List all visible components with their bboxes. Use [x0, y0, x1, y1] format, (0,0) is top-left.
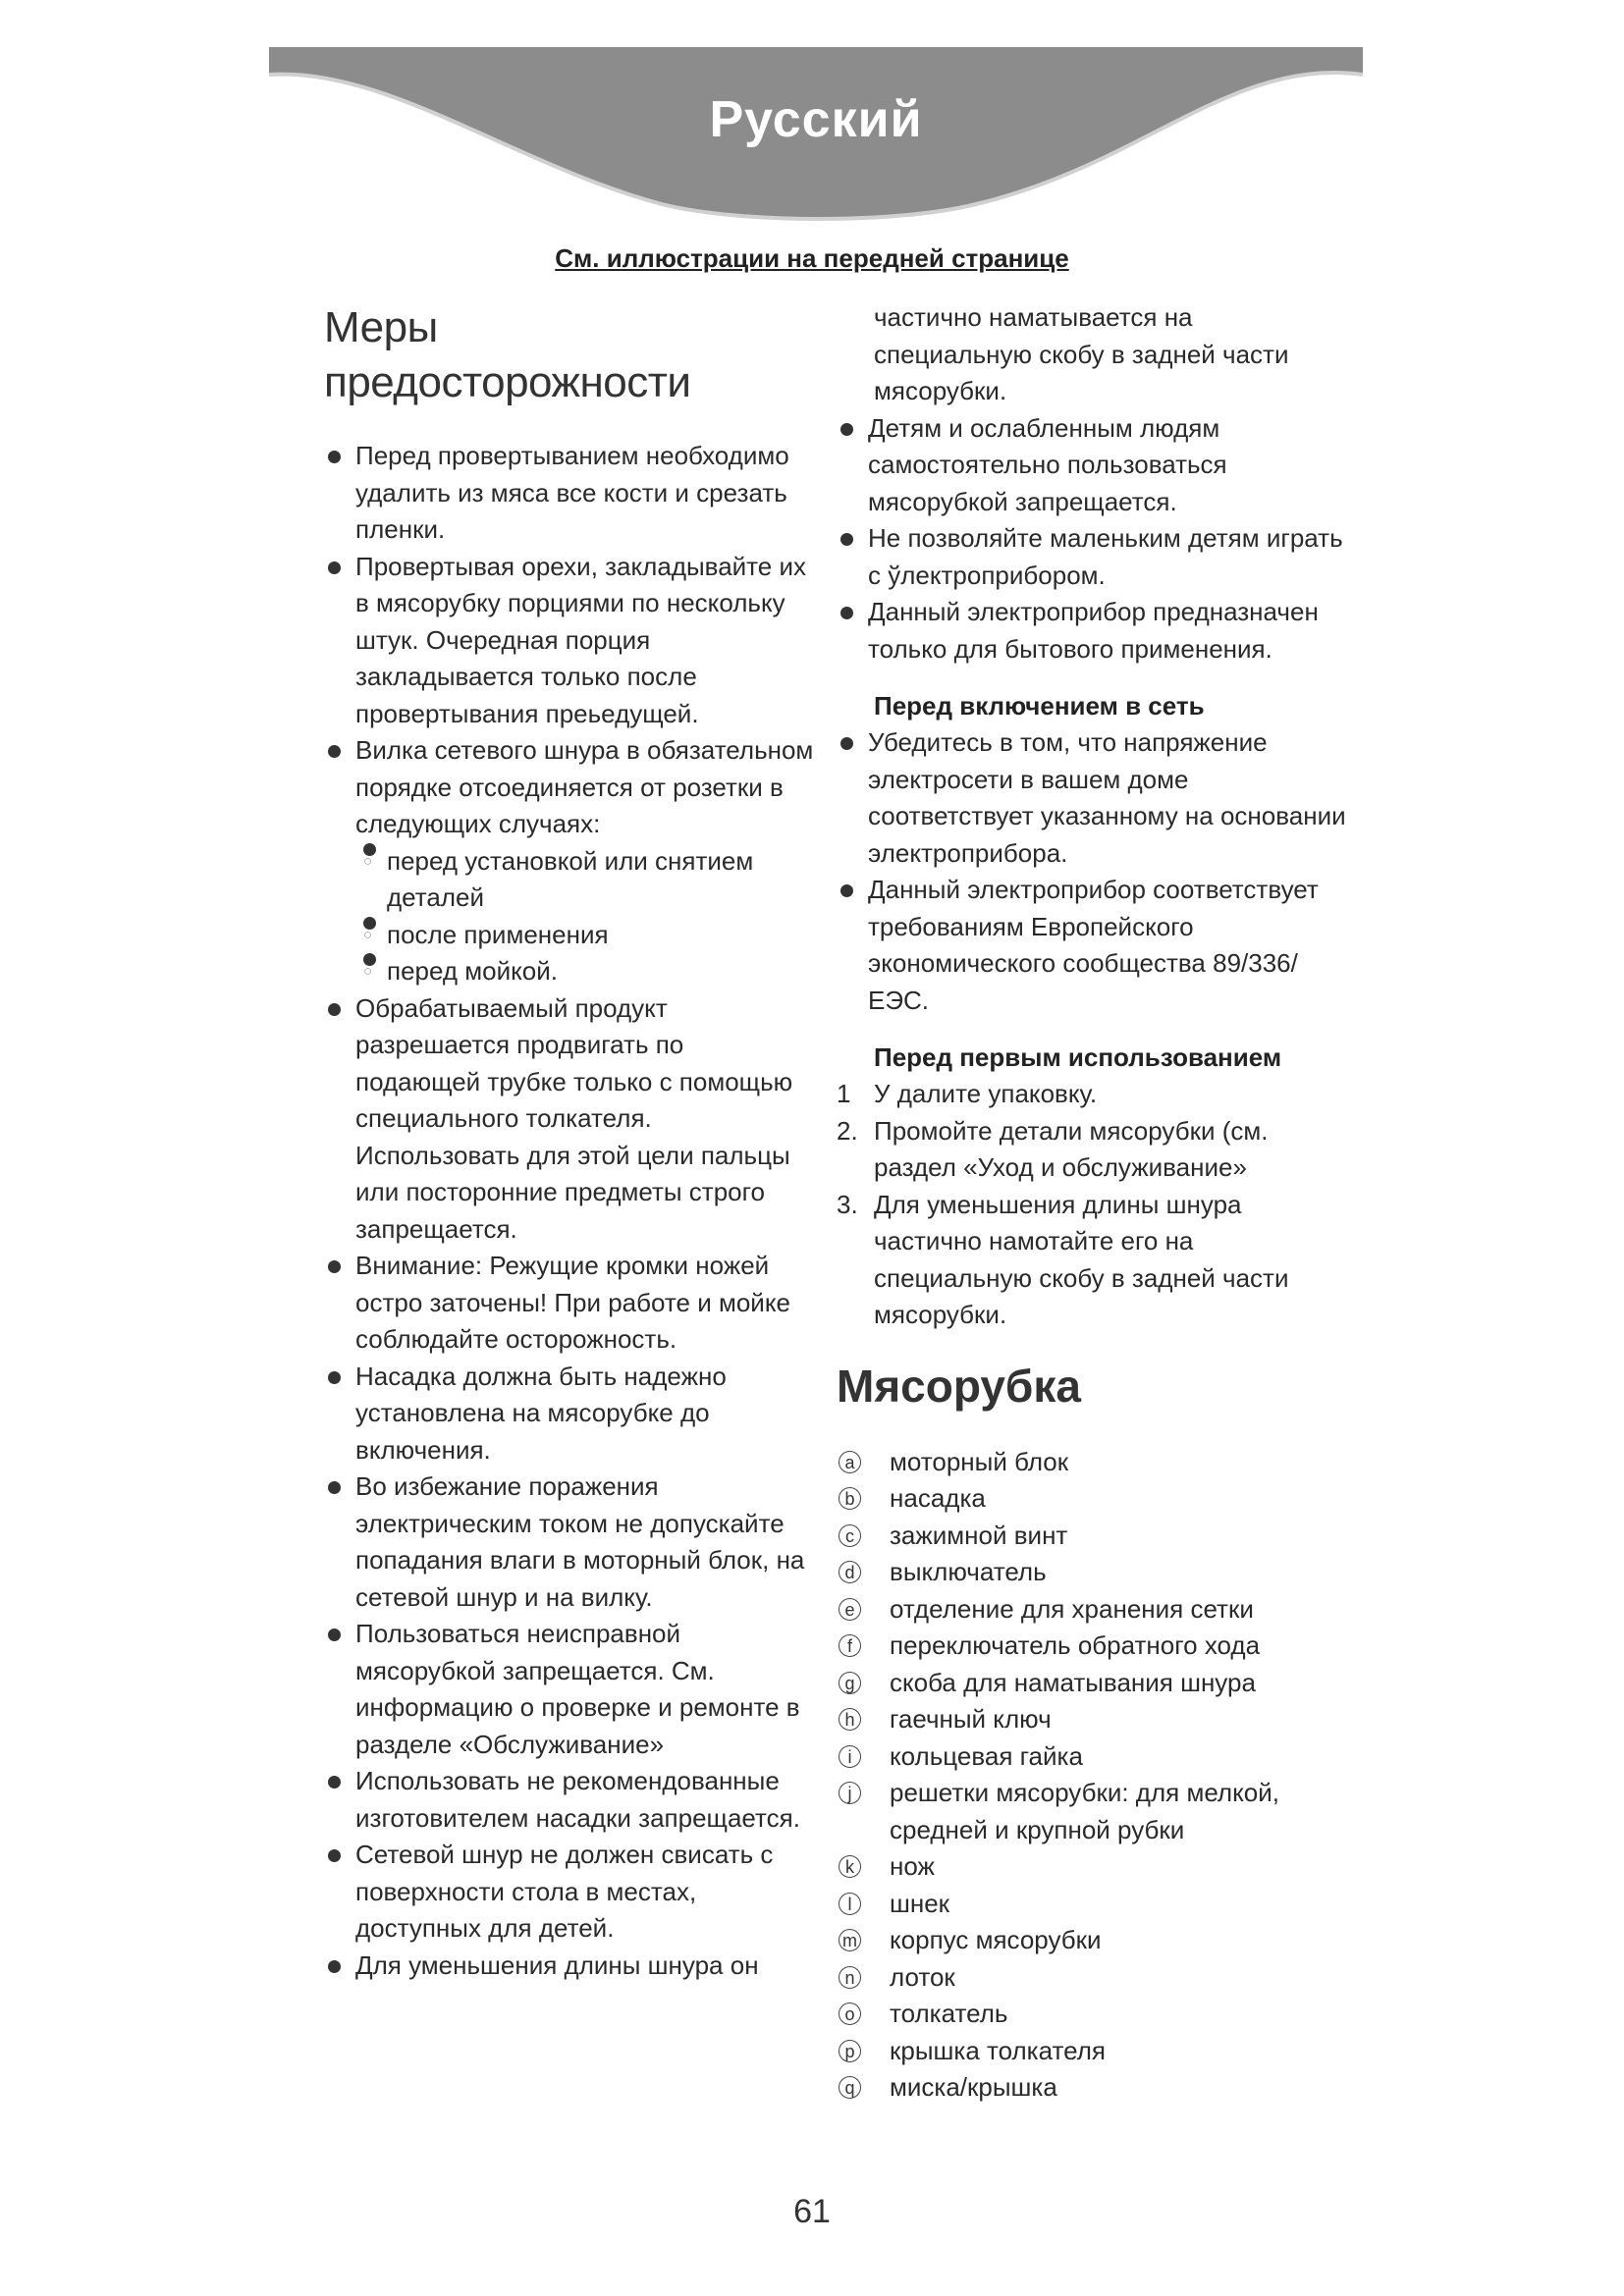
part-letter-badge: f [839, 1634, 861, 1657]
part-item [837, 1959, 1347, 1997]
parts-list [837, 1444, 1347, 2107]
part-item [837, 1922, 1347, 1959]
part-text: нож [890, 1851, 935, 1881]
part-letter-badge: m [839, 1929, 861, 1951]
before-first-use-title: Перед первым использованием [874, 1042, 1282, 1072]
part-item [837, 1444, 1347, 1481]
part-item [837, 1628, 1347, 1665]
part-item [837, 2069, 1347, 2107]
list-item [324, 732, 815, 990]
part-text: зажимной винт [890, 1520, 1068, 1550]
list-item-text: Вилка сетевого шнура в обязательном порядке отсоединяется от розетки в следующих случаях: [355, 735, 814, 838]
list-item: Для уменьшения длины шнура он [324, 1948, 815, 1985]
sub-list-item: ○ перед установкой или снятием деталей [363, 843, 815, 917]
part-text: моторный блок [890, 1446, 1069, 1476]
cord-continuation-text: частично наматывается на специальную скобу в задней части мясорубки. [874, 302, 1289, 405]
list-item: Во избежание поражения электрическим током не допускайте попадания влаги в моторный блок, на сетевой шнур и на вилку. [324, 1468, 815, 1616]
part-letter-badge: q [839, 2076, 861, 2099]
part-text: гаечный ключ [890, 1704, 1052, 1734]
list-item: Данный электроприбор соответствует требованиям Европейского экономического сообщества 89/336/ЕЭС. [837, 872, 1347, 1019]
part-letter-badge: i [839, 1745, 861, 1768]
part-letter-badge: e [839, 1598, 861, 1621]
first-use-steps [837, 1076, 1347, 1334]
see-illustrations-note: См. иллюстрации на передней странице [555, 243, 1069, 273]
part-text: выключатель [890, 1557, 1047, 1586]
part-text: скоба для наматывания шнура [890, 1667, 1256, 1697]
list-item: Детям и ослабленным людям самостоятельно пользоваться мясорубкой запрещается. [837, 410, 1347, 521]
sub-list-item: ○ после применения [363, 917, 815, 954]
part-letter-badge: o [839, 2002, 861, 2025]
list-item: Использовать не рекомендованные изготовителем насадки запрещается. [324, 1763, 815, 1837]
safety-list-continued [837, 410, 1347, 668]
step-number: 1 [837, 1079, 851, 1108]
step-text: У далите упаковку. [874, 1079, 1098, 1108]
step-text: Промойте детали мясорубки (см. раздел «Уход и обслуживание» [874, 1115, 1269, 1182]
language-title: Русский [709, 91, 923, 148]
part-text: кольцевая гайка [890, 1740, 1083, 1771]
part-letter-badge: k [839, 1855, 861, 1878]
list-item: Пользоваться неисправной мясорубкой запрещается. См. информацию о проверке и ремонте в разделе «Обслуживание» [324, 1616, 815, 1763]
step-number: 2. [837, 1115, 858, 1146]
part-text: миска/крышка [890, 2072, 1057, 2102]
part-item [837, 1886, 1347, 1923]
list-item: Насадка должна быть надежно установлена на мясорубке до включения. [324, 1359, 815, 1469]
part-letter-badge: j [839, 1782, 861, 1804]
left-column [324, 294, 815, 1984]
part-item [837, 1775, 1347, 1848]
part-letter-badge: a [839, 1451, 861, 1473]
part-item [837, 1518, 1347, 1555]
part-letter-badge: d [839, 1561, 861, 1583]
page-number: 61 [793, 2193, 831, 2230]
part-item [837, 1848, 1347, 1886]
language-header-band [269, 47, 1363, 234]
grinder-title: Мясорубка [837, 1360, 1081, 1412]
part-letter-badge: n [839, 1966, 861, 1989]
before-plugging-title: Перед включением в сеть [874, 691, 1205, 721]
part-letter-badge: p [839, 2040, 861, 2062]
list-item: Сетевой шнур не должен свисать с поверхности стола в местах, доступных для детей. [324, 1837, 815, 1948]
list-item: Данный электроприбор предназначен только для бытового применения. [837, 594, 1347, 667]
part-item [837, 2033, 1347, 2070]
part-letter-badge: b [839, 1487, 861, 1510]
part-text: лоток [890, 1961, 955, 1992]
part-text: решетки мясорубки: для мелкой, средней и крупной рубки [890, 1778, 1279, 1844]
step-item [837, 1076, 1347, 1113]
part-item [837, 1701, 1347, 1738]
sub-list-item: ○ перед мойкой. [363, 953, 815, 990]
right-column [837, 299, 1347, 2107]
part-text: насадка [890, 1483, 986, 1513]
list-item: Обрабатываемый продукт разрешается продвигать по подающей трубке только с помощью специального толкателя. Использовать для этой цели пальцы или посторонние предметы строго запрещается. [324, 990, 815, 1249]
list-item: Не позволяйте маленьким детям играть с ўлектроприбором. [837, 520, 1347, 594]
part-letter-badge: l [839, 1893, 861, 1915]
step-number: 3. [837, 1189, 858, 1219]
list-item: Внимание: Режущие кромки ножей остро заточены! При работе и мойке соблюдайте осторожность. [324, 1248, 815, 1359]
part-text: отделение для хранения сетки [890, 1593, 1254, 1624]
part-letter-badge: g [839, 1672, 861, 1694]
part-item [837, 1996, 1347, 2033]
list-item: Провертывая орехи, закладывайте их в мясорубку порциями по нескольку штук. Очередная порция закладывается только после провертывания преьедущей. [324, 549, 815, 733]
safety-title: Меры предосторожности [324, 303, 691, 406]
part-text: корпус мясорубки [890, 1925, 1102, 1954]
unplug-cases-list [355, 843, 815, 990]
list-item: Убедитесь в том, что напряжение электросети в вашем доме соответствует указанному на основании электроприбора. [837, 724, 1347, 872]
part-text: переключатель обратного хода [890, 1630, 1261, 1660]
before-plugging-list [837, 724, 1347, 1019]
part-text: толкатель [890, 1999, 1008, 2028]
part-letter-badge: h [839, 1708, 861, 1731]
part-item [837, 1480, 1347, 1518]
part-item [837, 1665, 1347, 1702]
part-letter-badge: c [839, 1524, 861, 1547]
step-item [837, 1187, 1347, 1334]
step-text: Для уменьшения длины шнура частично намотайте его на специальную скобу в задней части мясорубки. [874, 1189, 1289, 1329]
part-text: шнек [890, 1888, 950, 1918]
part-item [837, 1738, 1347, 1776]
step-item [837, 1113, 1347, 1187]
safety-list [324, 438, 815, 1984]
list-item: Перед провертыванием необходимо удалить из мяса все кости и срезать пленки. [324, 438, 815, 549]
part-text: крышка толкателя [890, 2035, 1106, 2065]
part-item [837, 1591, 1347, 1629]
part-item [837, 1554, 1347, 1591]
